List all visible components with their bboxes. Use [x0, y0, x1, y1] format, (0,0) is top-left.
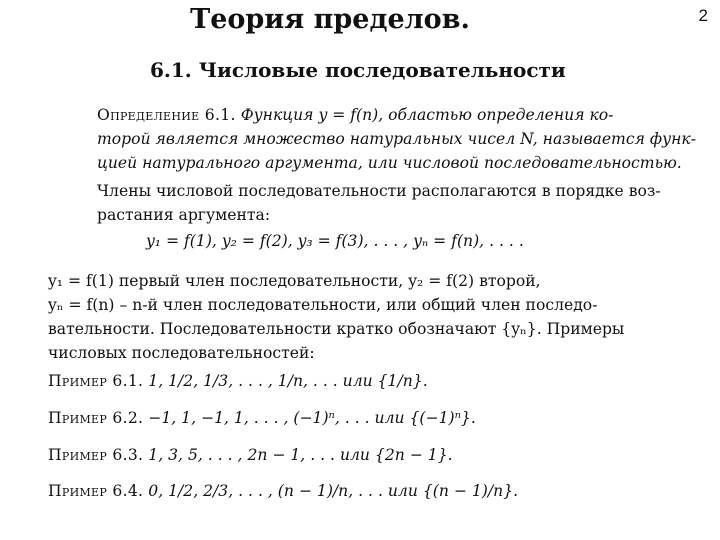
example-label: Пример 6.1. — [48, 372, 144, 390]
intro-line-1: Члены числовой последовательности располагаются в порядке воз- — [97, 182, 661, 200]
sequence-formula: y₁ = f(1), y₂ = f(2), y₃ = f(3), . . . , yₙ = f(n), . . . . — [146, 232, 524, 250]
description-line-1: y₁ = f(1) первый член последовательности, y₂ = f(2) второй, — [48, 272, 541, 290]
example-label: Пример 6.4. — [48, 482, 144, 500]
example-6-3 — [48, 446, 453, 464]
definition-line-2: торой является множество натуральных чисел N, называется функ- — [97, 130, 696, 148]
section-heading: 6.1. Числовые последовательности — [150, 58, 566, 82]
example-text: 0, 1/2, 2/3, . . . , (n − 1)/n, . . . или {(n − 1)/n}. — [148, 482, 519, 500]
description-line-3: вательности. Последовательности кратко обозначают {yₙ}. Примеры — [48, 320, 625, 338]
example-label: Пример 6.3. — [48, 446, 144, 464]
description-paragraph — [48, 269, 624, 365]
definition-line-3: цией натурального аргумента, или числовой последовательностью. — [97, 154, 682, 172]
example-text: −1, 1, −1, 1, . . . , (−1)ⁿ, . . . или {(−1)ⁿ}. — [148, 409, 476, 427]
intro-paragraph — [97, 179, 661, 227]
example-label: Пример 6.2. — [48, 409, 144, 427]
page-title: Теория пределов. — [190, 4, 470, 35]
definition-text: Функция y = f(n), областью определения ко- — [240, 106, 614, 124]
definition-label: Определение 6.1. — [97, 106, 236, 124]
description-line-4: числовых последовательностей: — [48, 344, 315, 362]
intro-line-2: растания аргумента: — [97, 206, 271, 224]
example-6-2 — [48, 409, 476, 427]
definition-block — [97, 103, 696, 175]
example-text: 1, 1/2, 1/3, . . . , 1/n, . . . или {1/n}. — [148, 372, 428, 390]
definition-line-1 — [97, 103, 696, 127]
page-number: 2 — [698, 6, 708, 25]
description-line-2: yₙ = f(n) – n-й член последовательности, или общий член последо- — [48, 296, 598, 314]
example-6-1 — [48, 372, 428, 390]
example-6-4 — [48, 482, 518, 500]
example-text: 1, 3, 5, . . . , 2n − 1, . . . или {2n − 1}. — [148, 446, 453, 464]
